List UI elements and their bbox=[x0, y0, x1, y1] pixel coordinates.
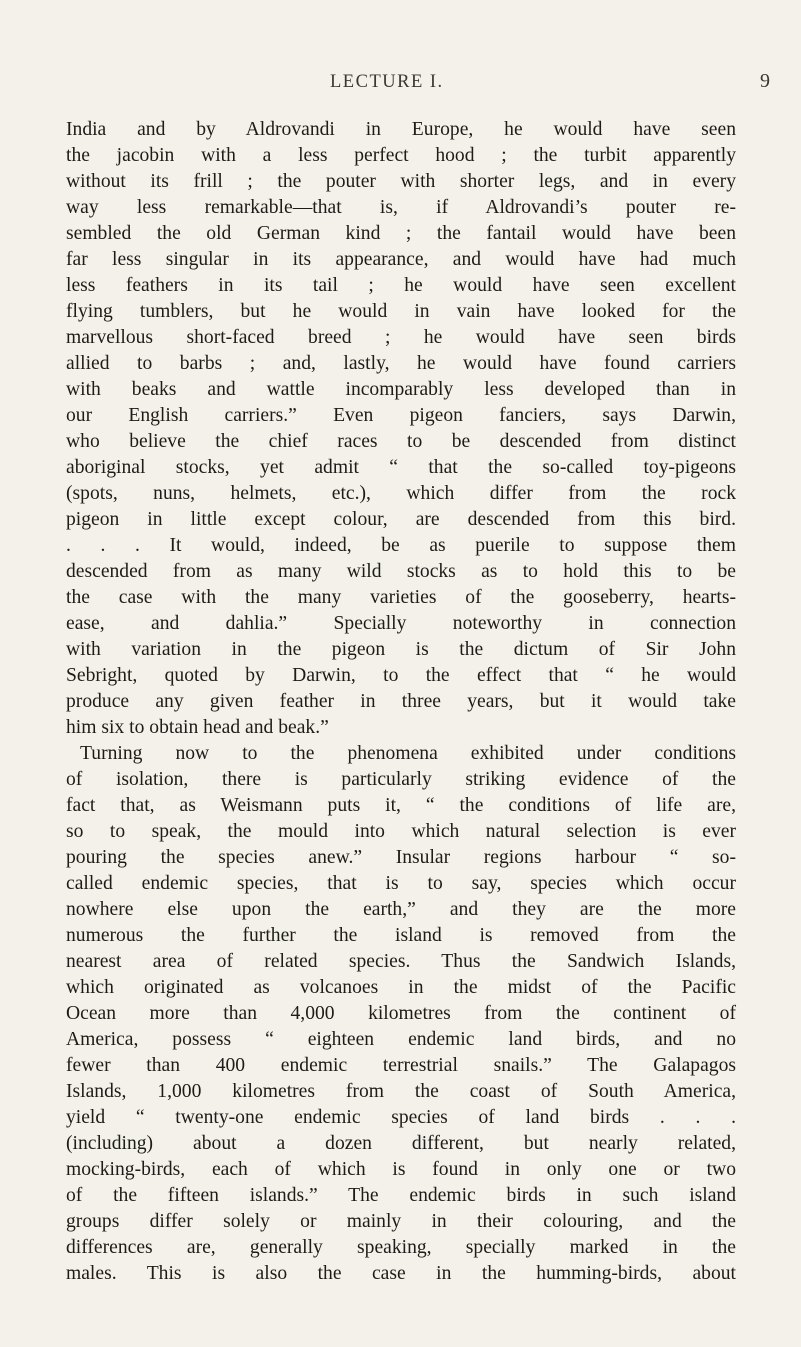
text-line: India and by Aldrovandi in Europe, he would have seen bbox=[66, 119, 736, 140]
text-line: aboriginal stocks, yet admit “ that the so-called toy-pigeons bbox=[66, 457, 736, 478]
text-line: without its frill ; the pouter with shorter legs, and in every bbox=[66, 171, 736, 192]
page-number: 9 bbox=[760, 70, 770, 92]
text-line: Islands, 1,000 kilometres from the coast of South America, bbox=[66, 1081, 736, 1102]
text-line: flying tumblers, but he would in vain have looked for the bbox=[66, 301, 736, 322]
text-line: numerous the further the island is removed from the bbox=[66, 925, 736, 946]
text-line: marvellous short-faced breed ; he would have seen birds bbox=[66, 327, 736, 348]
text-line: with variation in the pigeon is the dictum of Sir John bbox=[66, 639, 736, 660]
text-line: descended from as many wild stocks as to hold this to be bbox=[66, 561, 736, 582]
text-line: way less remarkable—that is, if Aldrovandi’s pouter re- bbox=[66, 197, 736, 218]
text-line: called endemic species, that is to say, species which occur bbox=[66, 873, 736, 894]
text-line: nearest area of related species. Thus the Sandwich Islands, bbox=[66, 951, 736, 972]
text-line: Ocean more than 4,000 kilometres from the continent of bbox=[66, 1003, 736, 1024]
text-line: pigeon in little except colour, are descended from this bird. bbox=[66, 509, 736, 530]
text-line: far less singular in its appearance, and would have had much bbox=[66, 249, 736, 270]
text-line: who believe the chief races to be descended from distinct bbox=[66, 431, 736, 452]
text-line: him six to obtain head and beak.” bbox=[66, 717, 329, 738]
text-line: mocking-birds, each of which is found in only one or two bbox=[66, 1159, 736, 1180]
text-line: nowhere else upon the earth,” and they are the more bbox=[66, 899, 736, 920]
text-line: so to speak, the mould into which natural selection is ever bbox=[66, 821, 736, 842]
text-line: the case with the many varieties of the gooseberry, hearts- bbox=[66, 587, 736, 608]
text-line: ease, and dahlia.” Specially noteworthy in connection bbox=[66, 613, 736, 634]
text-line: less feathers in its tail ; he would have seen excellent bbox=[66, 275, 736, 296]
text-line: our English carriers.” Even pigeon fanciers, says Darwin, bbox=[66, 405, 736, 426]
text-line: allied to barbs ; and, lastly, he would have found carriers bbox=[66, 353, 736, 374]
text-line: differences are, generally speaking, specially marked in the bbox=[66, 1237, 736, 1258]
text-line: pouring the species anew.” Insular regions harbour “ so- bbox=[66, 847, 736, 868]
text-line: of isolation, there is particularly striking evidence of the bbox=[66, 769, 736, 790]
text-line: of the fifteen islands.” The endemic birds in such island bbox=[66, 1185, 736, 1206]
text-line: Sebright, quoted by Darwin, to the effect that “ he would bbox=[66, 665, 736, 686]
text-line: (spots, nuns, helmets, etc.), which differ from the rock bbox=[66, 483, 736, 504]
text-line: . . . It would, indeed, be as puerile to suppose them bbox=[66, 535, 736, 556]
text-line: fact that, as Weismann puts it, “ the conditions of life are, bbox=[66, 795, 736, 816]
text-line: yield “ twenty-one endemic species of land birds . . . bbox=[66, 1107, 736, 1128]
text-line: America, possess “ eighteen endemic land birds, and no bbox=[66, 1029, 736, 1050]
running-title: LECTURE I. bbox=[330, 72, 444, 92]
body-text bbox=[66, 117, 736, 1287]
text-line: sembled the old German kind ; the fantail would have been bbox=[66, 223, 736, 244]
text-line: produce any given feather in three years, but it would take bbox=[66, 691, 736, 712]
text-line: males. This is also the case in the humming-birds, about bbox=[66, 1263, 736, 1284]
text-line: groups differ solely or mainly in their colouring, and the bbox=[66, 1211, 736, 1232]
text-line: which originated as volcanoes in the midst of the Pacific bbox=[66, 977, 736, 998]
text-line: with beaks and wattle incomparably less developed than in bbox=[66, 379, 736, 400]
text-line: the jacobin with a less perfect hood ; the turbit apparently bbox=[66, 145, 736, 166]
text-line: fewer than 400 endemic terrestrial snails.” The Galapagos bbox=[66, 1055, 736, 1076]
text-line: (including) about a dozen different, but nearly related, bbox=[66, 1133, 736, 1154]
running-head bbox=[0, 72, 801, 102]
paragraph-start-line: Turning now to the phenomena exhibited under conditions bbox=[80, 743, 736, 764]
